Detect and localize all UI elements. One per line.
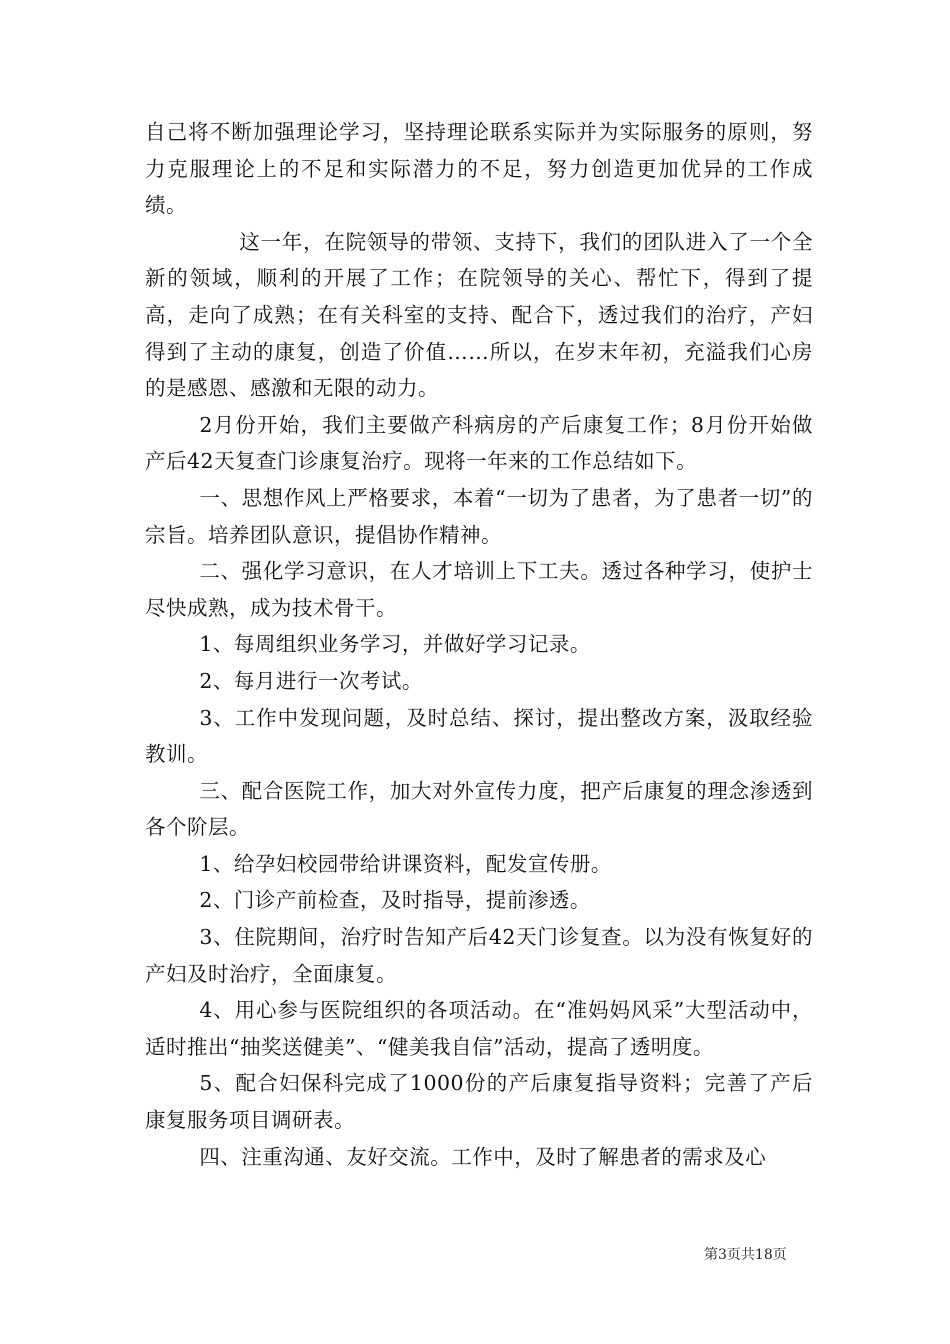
paragraph-year-review: 这一年，在院领导的带领、支持下，我们的团队进入了一个全新的领域，顺利的开展了工作；在院领导的关心、帮忙下，得到了提高，走向了成熟；在有关科室的支持、配合下，透过我们的治疗，产妇得到了主动的康复，创造了价值……所以，在岁末年初，充溢我们心房的是感恩、感激和无限的动力。 (145, 229, 813, 401)
list-item-2-3: 3、工作中发现问题，及时总结、探讨，提出整改方案，汲取经验教训。 (145, 705, 813, 767)
paragraph-continuation: 自己将不断加强理论学习，坚持理论联系实际并为实际服务的原则，努力克服理论上的不足和实际潜力的不足，努力创造更加优异的工作成绩。 (145, 120, 813, 218)
paragraph-work-start: 2月份开始，我们主要做产科病房的产后康复工作；8月份开始做产后42天复查门诊康复治疗。现将一年来的工作总结如下。 (145, 412, 813, 474)
section-heading-1: 一、思想作风上严格要求，本着“一切为了患者，为了患者一切”的宗旨。培养团队意识，提倡协作精神。 (145, 485, 813, 547)
section-heading-2: 二、强化学习意识，在人才培训上下工夫。透过各种学习，使护士尽快成熟，成为技术骨干。 (145, 559, 813, 620)
page-number-footer: 第3页共18页 (704, 1247, 787, 1263)
document-body (145, 114, 813, 1175)
section-heading-4: 四、注重沟通、友好交流。工作中，及时了解患者的需求及心 (199, 1144, 767, 1169)
list-item-3-3: 3、住院期间，治疗时告知产后42天门诊复查。以为没有恢复好的产妇及时治疗，全面康复。 (145, 925, 813, 986)
list-item-3-4: 4、用心参与医院组织的各项活动。在“准妈妈风采”大型活动中，适时推出“抽奖送健美”、“健美我自信”活动，提高了透明度。 (145, 998, 813, 1059)
list-item-2-1: 1、每周组织业务学习，并做好学习记录。 (199, 632, 591, 657)
list-item-3-1: 1、给孕妇校园带给讲课资料，配发宣传册。 (199, 851, 612, 876)
list-item-3-5: 5、配合妇保科完成了1000份的产后康复指导资料；完善了产后康复服务项目调研表。 (145, 1071, 813, 1133)
list-item-2-2: 2、每月进行一次考试。 (199, 668, 423, 693)
list-item-3-2: 2、门诊产前检查，及时指导，提前渗透。 (199, 888, 591, 913)
section-heading-3: 三、配合医院工作，加大对外宣传力度，把产后康复的理念渗透到各个阶层。 (145, 778, 813, 840)
